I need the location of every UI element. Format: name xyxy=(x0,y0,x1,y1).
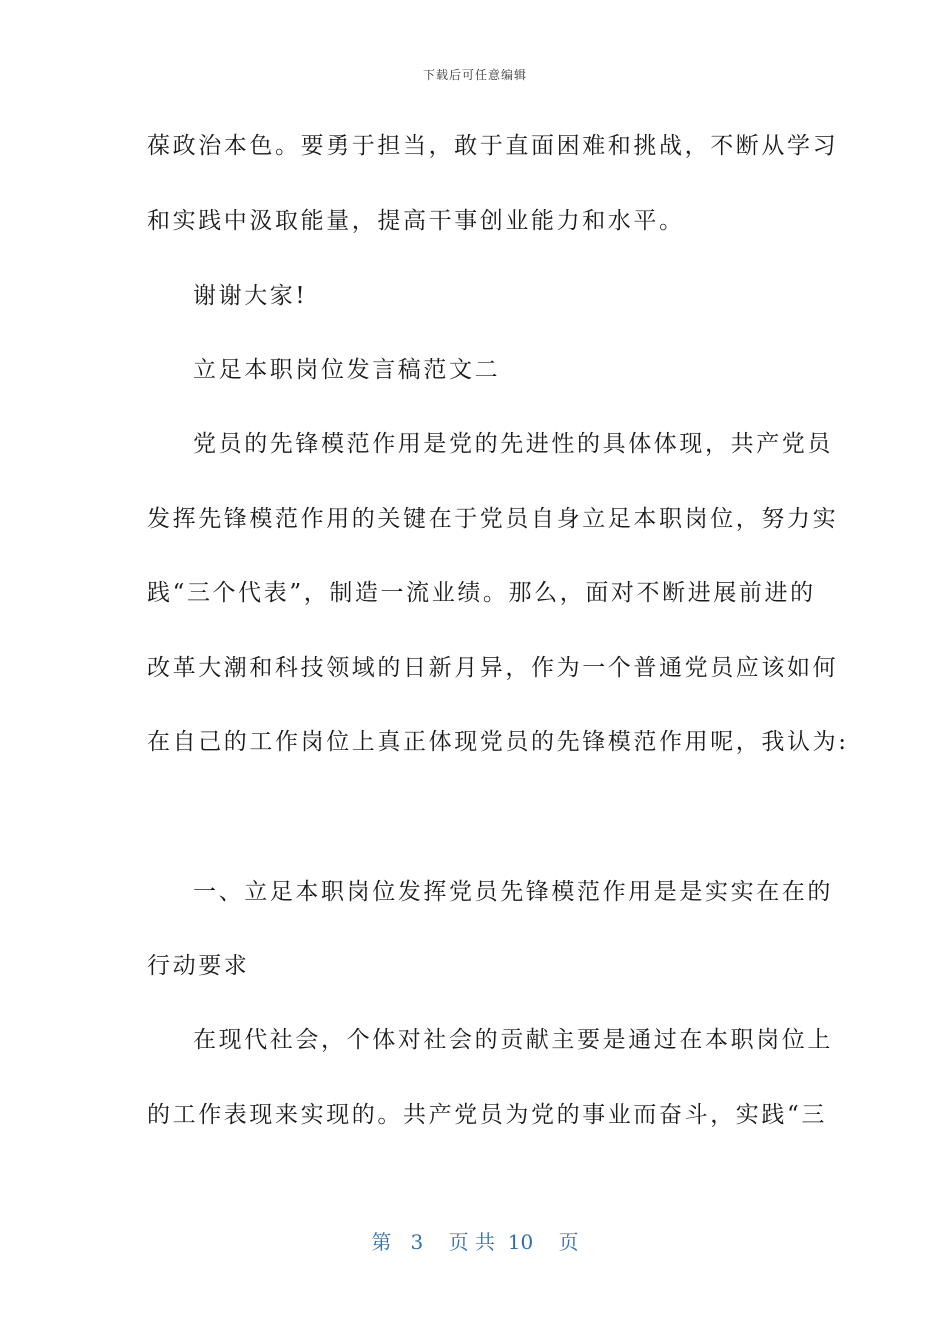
text-line: 在自己的工作岗位上真正体现党员的先锋模范作用呢，我认为: xyxy=(147,729,849,755)
text-line: 发挥先锋模范作用的关键在于党员自身立足本职岗位，努力实 xyxy=(147,506,839,532)
text-line: 党员的先锋模范作用是党的先进性的具体体现，共产党员 xyxy=(193,431,833,457)
section-heading: 立足本职岗位发言稿范文二 xyxy=(193,357,501,383)
text-line: 和实践中汲取能量，提高干事创业能力和水平。 xyxy=(147,208,685,234)
page-suffix: 页 xyxy=(558,1230,579,1254)
text-line: 在现代社会，个体对社会的贡献主要是通过在本职岗位上 xyxy=(193,1027,833,1053)
subsection-heading: 一、立足本职岗位发挥党员先锋模范作用是是实实在在的 xyxy=(193,879,833,905)
subsection-heading-continued: 行动要求 xyxy=(147,953,250,979)
page-middle: 页 共 xyxy=(448,1230,495,1254)
text-line: 葆政治本色。要勇于担当，敢于直面困难和挑战，不断从学习 xyxy=(147,133,839,159)
text-line: 践“三个代表”，制造一流业绩。那么，面对不断进展前进的 xyxy=(147,580,816,606)
text-line: 的工作表现来实现的。共产党员为党的事业而奋斗，实践“三 xyxy=(147,1102,827,1128)
page-footer xyxy=(0,1226,950,1255)
page-number: 3 xyxy=(410,1230,424,1254)
text-line: 谢谢大家! xyxy=(193,283,308,309)
text-line: 改革大潮和科技领域的日新月异，作为一个普通党员应该如何 xyxy=(147,655,839,681)
page-prefix: 第 xyxy=(371,1230,392,1254)
header-note: 下载后可任意编辑 xyxy=(422,68,527,82)
page-total: 10 xyxy=(507,1230,534,1254)
